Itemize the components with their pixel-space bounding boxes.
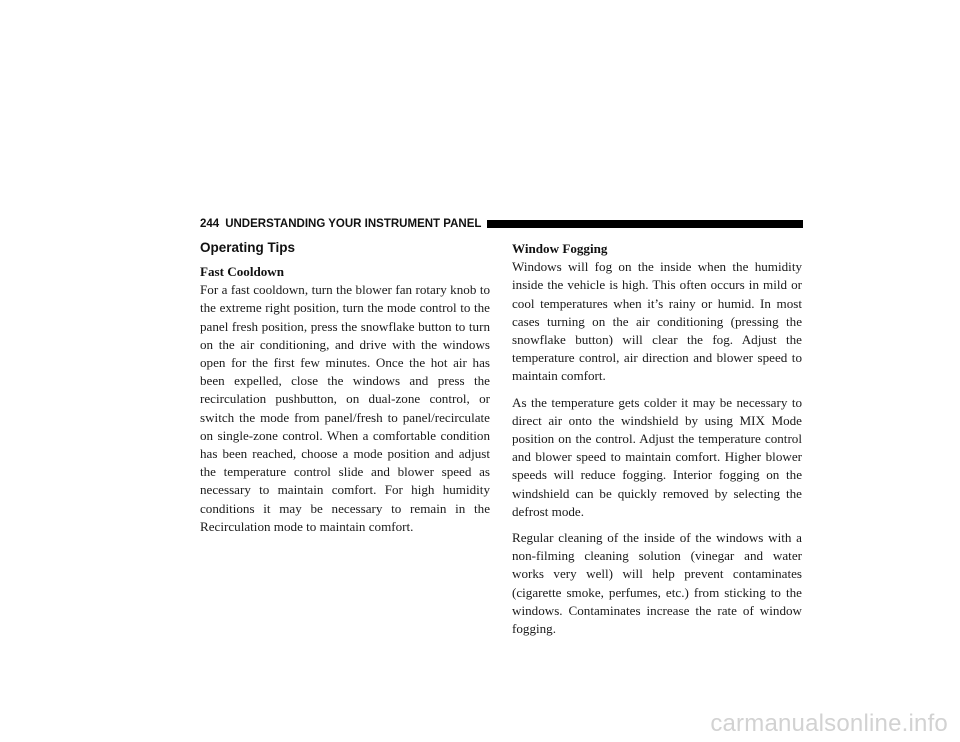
fast-cooldown-paragraph: For a fast cooldown, turn the blower fan rotary knob to the extreme right position, turn the mode control to the panel fresh position, press the snowflake button to turn on the air conditioning, and drive with the windows open for the first few minutes. Once the hot air has been expelled, close the windows and press the recirculation pushbutton, on dual-zone control, or switch the mode from panel/fresh to panel/recirculate on single-zone control. When a comfortable condition has been reached, choose a mode position and adjust the temperature control slide and blower speed as necessary to maintain comfort. For high humidity conditions it may be necessary to remain in the Recirculation mode to maintain comfort. (200, 282, 490, 534)
fast-cooldown-heading: Fast Cooldown (200, 264, 285, 279)
page-header (200, 217, 803, 231)
window-fogging-heading: Window Fogging (512, 241, 608, 256)
window-fogging-paragraph-3: Regular cleaning of the inside of the windows with a non-filming cleaning solution (vinegar and water works very well) will help prevent contaminates (cigarette smoke, perfumes, etc.) from sticking to the windows. Contaminates increase the rate of window fogging. (512, 530, 802, 637)
watermark: carmanualsonline.info (710, 710, 948, 737)
operating-tips-heading: Operating Tips (200, 240, 296, 255)
right-column (512, 240, 802, 646)
left-column (200, 240, 490, 544)
window-fogging-paragraph-2: As the temperature gets colder it may be necessary to direct air onto the windshield by using MIX Mode position on the control. Adjust the temperature control and blower speed to maintain comfort. Higher blower speeds will reduce fogging. Interior fogging on the windshield can be quickly removed by selecting the defrost mode. (512, 394, 802, 519)
section-title: UNDERSTANDING YOUR INSTRUMENT PANEL (225, 218, 482, 230)
page-number: 244 (200, 218, 220, 230)
header-rule (487, 220, 803, 228)
window-fogging-paragraph-1: Windows will fog on the inside when the humidity inside the vehicle is high. This often occurs in mild or cool temperatures when it’s rainy or humid. In most cases turning on the air conditioning (pressing the snowflake button) will clear the fog. Adjust the temperature control, air direction and blower speed to maintain comfort. (512, 259, 802, 384)
